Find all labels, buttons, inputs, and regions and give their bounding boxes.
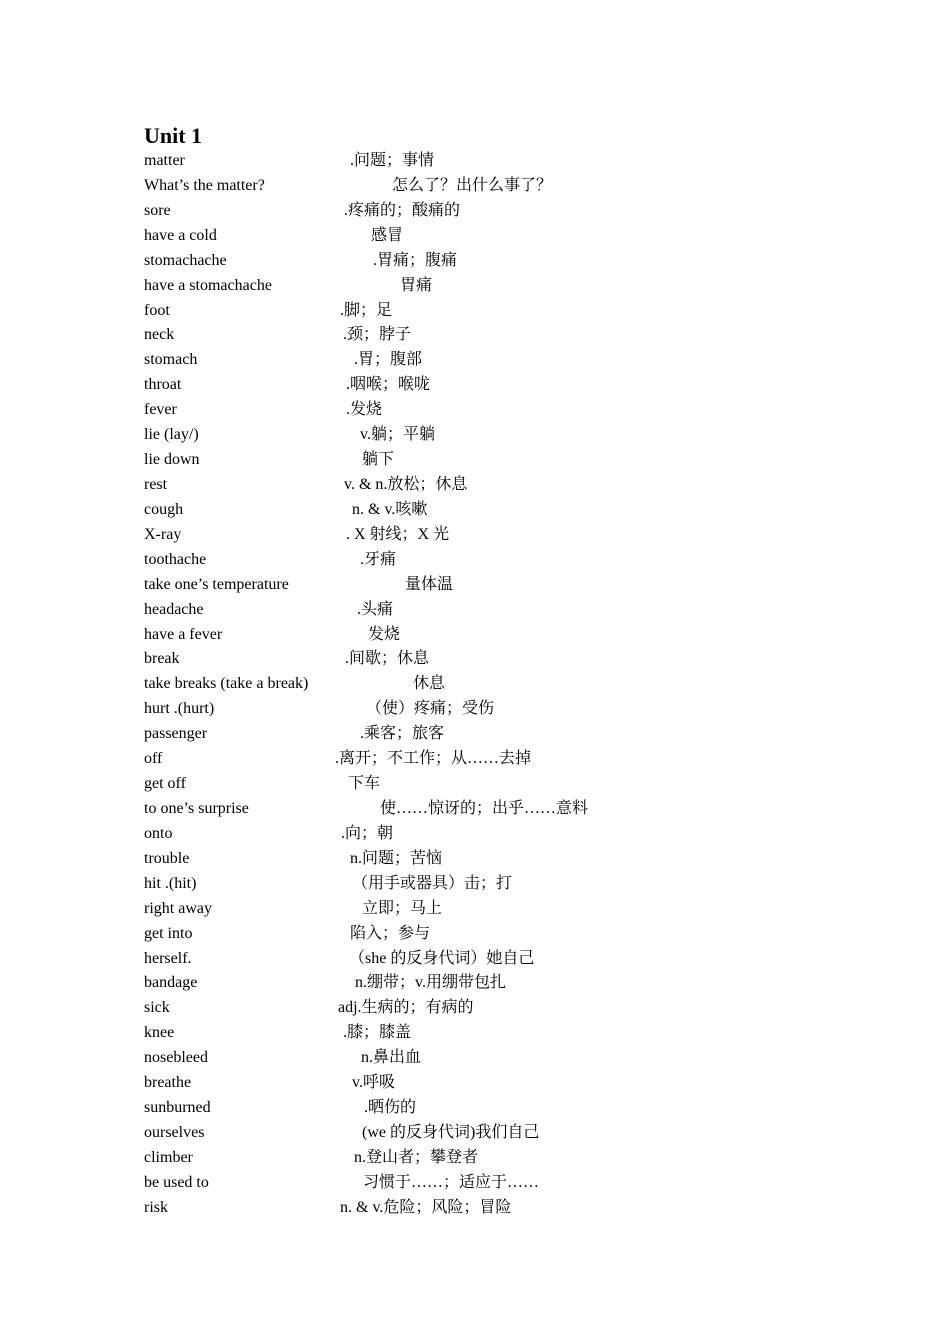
chinese-definition: .疼痛的；酸痛的 [344,201,461,219]
vocab-row [144,423,844,448]
english-term: have a stomachache [144,276,272,294]
vocab-row [144,922,844,947]
chinese-definition: （用手或器具）击；打 [352,874,513,892]
english-term: rest [144,475,168,493]
chinese-definition: 立即；马上 [362,899,443,917]
chinese-definition: （she 的反身代词）她自己 [349,949,535,967]
chinese-definition: v.呼吸 [352,1074,395,1092]
vocab-row [144,323,844,348]
vocab-row [144,348,844,373]
chinese-definition: （使）疼痛；受伤 [366,700,495,718]
chinese-definition: n. & v.咳嗽 [352,500,428,518]
vocab-row [144,299,844,324]
vocab-row [144,473,844,498]
vocab-row [144,1171,844,1196]
vocab-row [144,1196,844,1221]
english-term: have a cold [144,226,217,244]
english-term: herself. [144,949,192,967]
english-term: nosebleed [144,1049,208,1067]
vocab-row [144,174,844,199]
vocab-row [144,224,844,249]
vocab-row [144,448,844,473]
english-term: fever [144,401,177,419]
english-term: take one’s temperature [144,575,289,593]
vocab-row [144,398,844,423]
vocab-row [144,647,844,672]
english-term: passenger [144,725,208,743]
chinese-definition: 发烧 [368,625,401,643]
chinese-definition: n. & v.危险；风险；冒险 [340,1198,512,1216]
english-term: What’s the matter? [144,176,265,194]
english-term: sick [144,999,170,1017]
vocab-row [144,249,844,274]
english-term: matter [144,152,185,169]
vocabulary-list [144,149,844,1221]
vocab-row [144,822,844,847]
vocab-row [144,498,844,523]
english-term: sore [144,201,171,219]
chinese-definition: 陷入；参与 [350,924,431,942]
chinese-definition: .胃；腹部 [354,351,423,369]
vocab-row [144,872,844,897]
vocab-row [144,996,844,1021]
chinese-definition: . X 射线；X 光 [346,525,450,543]
chinese-definition: .牙痛 [360,550,397,568]
english-term: cough [144,500,184,518]
vocab-row [144,722,844,747]
english-term: stomachache [144,251,227,269]
chinese-definition: n.鼻出血 [361,1049,422,1067]
english-term: bandage [144,974,198,992]
vocab-row [144,573,844,598]
chinese-definition: 使……惊讶的；出乎……意料 [380,799,589,817]
chinese-definition: n.登山者；攀登者 [354,1148,479,1166]
english-term: stomach [144,351,198,369]
vocab-row [144,672,844,697]
english-term: foot [144,301,170,319]
english-term: toothache [144,550,207,568]
chinese-definition: (we 的反身代词)我们自己 [362,1123,540,1141]
vocab-row [144,747,844,772]
english-term: ourselves [144,1123,205,1141]
english-term: have a fever [144,625,223,643]
chinese-definition: .向；朝 [341,824,394,842]
english-term: trouble [144,849,190,867]
vocab-row [144,797,844,822]
english-term: climber [144,1148,193,1166]
english-term: breathe [144,1074,192,1092]
english-term: risk [144,1198,168,1216]
english-term: X-ray [144,525,182,543]
chinese-definition: 感冒 [371,226,404,244]
english-term: lie (lay/) [144,426,199,444]
english-term: sunburned [144,1099,211,1117]
vocab-row [144,274,844,299]
chinese-definition: .头痛 [357,600,394,618]
chinese-definition: .乘客；旅客 [360,725,445,743]
vocab-row [144,1146,844,1171]
chinese-definition: adj.生病的；有病的 [338,999,474,1017]
english-term: take breaks (take a break) [144,675,309,693]
chinese-definition: 习惯于……；适应于…… [363,1173,540,1191]
chinese-definition: .间歇；休息 [345,650,430,668]
vocab-row [144,947,844,972]
vocab-row [144,1071,844,1096]
chinese-definition: 躺下 [362,451,395,469]
vocab-row [144,523,844,548]
english-term: get into [144,924,193,942]
english-term: off [144,750,163,768]
chinese-definition: n.问题；苦恼 [350,849,443,867]
vocab-row [144,697,844,722]
english-term: right away [144,899,212,917]
vocab-row [144,199,844,224]
english-term: get off [144,775,186,793]
english-term: hit .(hit) [144,874,197,892]
chinese-definition: .膝；膝盖 [343,1024,412,1042]
vocab-row [144,149,844,174]
chinese-definition: .咽喉；喉咙 [346,376,431,394]
vocab-row [144,1021,844,1046]
vocab-row [144,1096,844,1121]
chinese-definition: .发烧 [346,401,383,419]
chinese-definition: v.躺；平躺 [360,426,435,444]
english-term: be used to [144,1173,209,1191]
vocab-row [144,847,844,872]
english-term: to one’s surprise [144,799,249,817]
chinese-definition: 胃痛 [400,276,433,294]
chinese-definition: .离开；不工作；从……去掉 [335,750,532,768]
chinese-definition: .颈；脖子 [343,326,412,344]
chinese-definition: 怎么了？出什么事了？ [392,176,553,194]
vocab-row [144,373,844,398]
chinese-definition: n.绷带；v.用绷带包扎 [355,974,506,992]
vocab-row [144,1121,844,1146]
english-term: neck [144,326,175,344]
english-term: onto [144,824,173,842]
chinese-definition: .问题；事情 [350,152,435,169]
english-term: hurt .(hurt) [144,700,215,718]
vocab-row [144,971,844,996]
vocab-row [144,548,844,573]
english-term: lie down [144,451,200,469]
vocab-row [144,1046,844,1071]
vocab-row [144,623,844,648]
english-term: break [144,650,180,668]
english-term: knee [144,1024,175,1042]
chinese-definition: .晒伤的 [364,1099,417,1117]
chinese-definition: .脚；足 [340,301,393,319]
chinese-definition: 休息 [413,675,446,693]
vocab-row [144,772,844,797]
chinese-definition: 量体温 [405,575,454,593]
english-term: headache [144,600,204,618]
chinese-definition: v. & n.放松；休息 [344,475,468,493]
vocab-row [144,897,844,922]
english-term: throat [144,376,182,394]
chinese-definition: 下车 [348,775,381,793]
vocab-row [144,598,844,623]
unit-heading: Unit 1 [144,123,203,148]
chinese-definition: .胃痛；腹痛 [373,251,458,269]
